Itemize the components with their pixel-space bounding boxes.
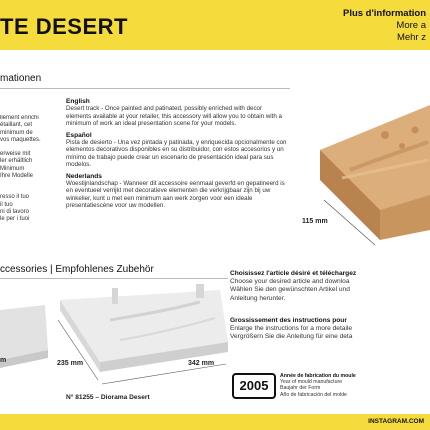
dimension-left: m (0, 357, 7, 364)
diorama-plates-image (0, 280, 230, 392)
divider (0, 88, 290, 89)
accessories-heading: ccessories | Empfohlenes Zubehör (0, 264, 154, 275)
left-text-column: llement enrichi étaillant, cet minimum de vos maquettes. erweise mit ler erhältlich Minimum Ihre Modelle resso il tuo il tuo ni di lavoro le per i tuoi (0, 115, 41, 223)
download-instructions: Choisissez l'article désiré et téléchargez Choose your desired article and downloa Wählen Sie den gewünschten Artikel und Anleitung herunter. (230, 270, 357, 302)
dimension-depth: 235 mm (57, 360, 84, 367)
desert-product-image (280, 100, 430, 250)
dimension-height: 115 mm (302, 218, 328, 225)
more-info-line: Plus d'information (342, 8, 426, 19)
footer-bar (0, 414, 430, 430)
lang-heading-spanish: Español (66, 131, 92, 139)
more-info-line: More a (396, 20, 426, 31)
divider (0, 278, 228, 279)
lang-text-spanish: Pista de desierto - Una vez pintada y patinada, y enriquecida opcionalmente con elementos decorativos disponibles en su distribuidor, con estos accesorios y un mínimo de trabajo puede crear un escenario de presentación ideal para sus modelos. (66, 139, 287, 169)
lang-heading-dutch: Nederlands (66, 172, 102, 180)
lang-text-dutch: Woestijnlandschap - Wanneer dit accessoire eenmaal geverfd en gepatineerd is en eventueel verrijkt met decoratieve elementen die verkrijgbaar zijn bij uw winkelier, kunt u met een minimum aan werk zorgen voor een ideale presentatiescène voor uw modellen. (66, 180, 285, 210)
product-caption: N° 81255 – Diorama Desert (66, 394, 150, 401)
more-info-block (343, 8, 426, 44)
lang-text-english: Desert track - Once painted and patinated, possibly enriched with decor elements available at your retailer, this accessory will allow you to obtain with a minimum of work an ideal presentation scene for your models. (66, 105, 282, 128)
enlarge-instructions: Grossissement des instructions pour Enlarge the instructions for a more detaile Vergrößern Sie die Anleitung für eine deta (230, 317, 353, 341)
lang-heading-english: English (66, 98, 90, 105)
year-badge: 2005 (232, 373, 276, 399)
language-descriptions (66, 98, 288, 214)
dimension-width: 342 mm (188, 360, 215, 367)
info-section-title: mationen (0, 73, 42, 84)
page-title: TE DESERT (0, 14, 128, 39)
more-info-line: Mehr z (396, 32, 426, 43)
instagram-link[interactable]: INSTAGRAM.COM (368, 418, 424, 425)
year-text: Année de fabrication du moule Year of mould manufacture Baujahr der Form Año de fabricación del molde (280, 373, 356, 398)
